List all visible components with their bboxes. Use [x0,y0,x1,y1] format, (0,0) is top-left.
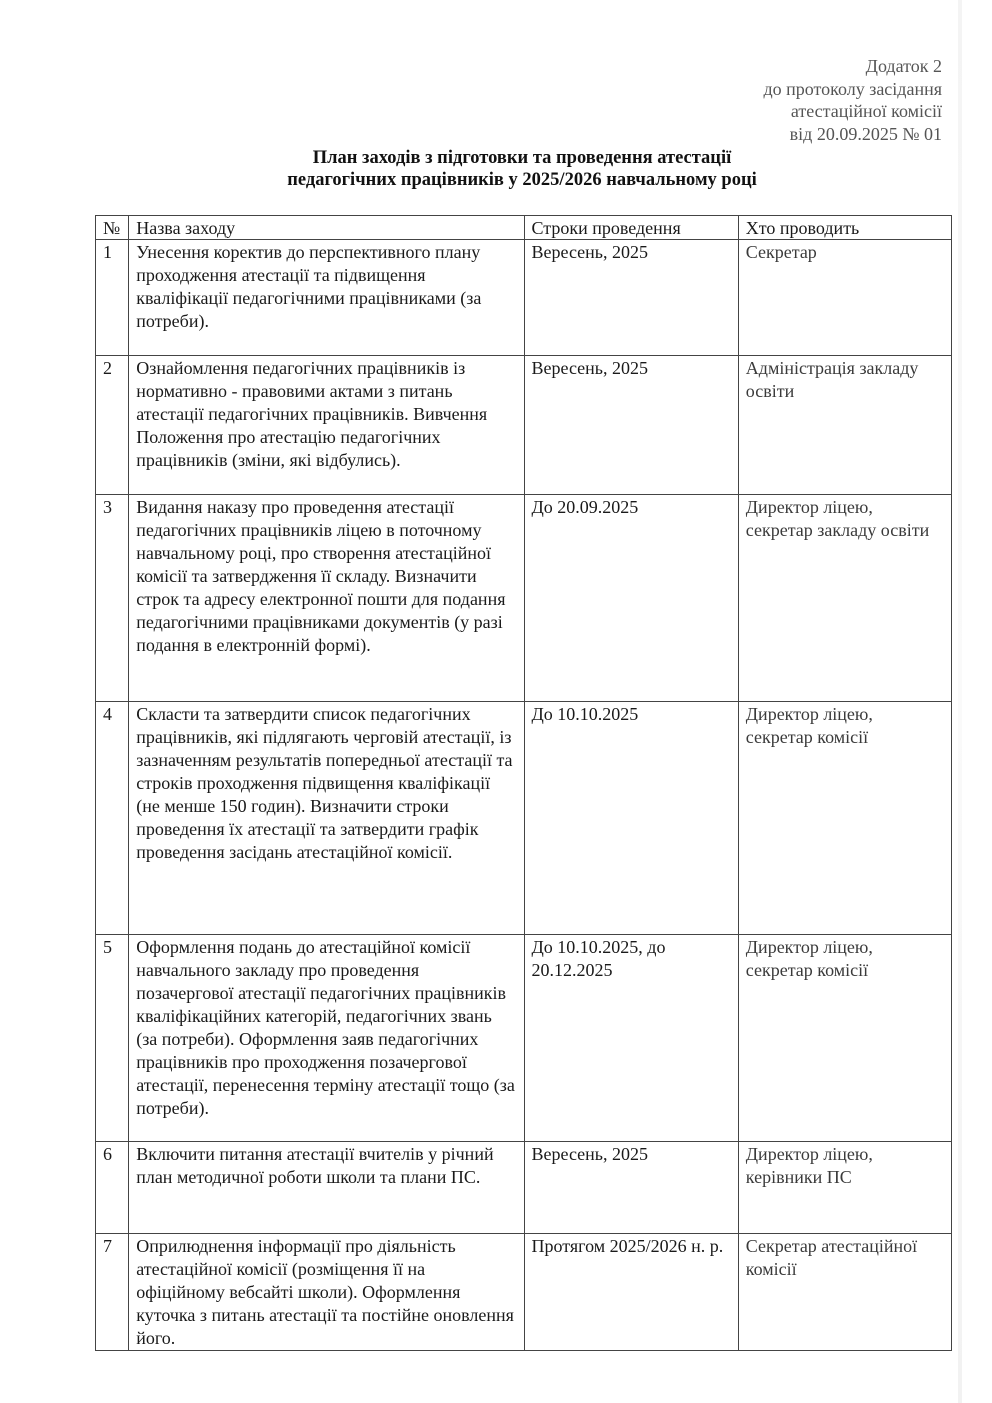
table-row [96,935,952,1142]
row-who: Адміністрація закладу освіти [738,356,951,495]
row-name: Включити питання атестації вчителів у річний план методичної роботи школи та плани ПС. [129,1142,524,1234]
header-name: Назва заходу [129,216,524,240]
row-num: 3 [96,495,129,702]
table-header-row [96,216,952,240]
appendix-note [763,55,942,145]
table-row [96,1142,952,1234]
appendix-line: атестаційної комісії [790,101,942,121]
row-name: Оформлення подань до атестаційної комісії навчального закладу про проведення позачергової атестації педагогічних працівників кваліфікаційних категорій, педагогічних звань (за потреби). Оформлення заяв педагогічних працівників про проходження позачергової атестації, перенесення терміну атестації тощо (за потреби). [129,935,524,1142]
row-name: Унесення коректив до перспективного плану проходження атестації та підвищення кваліфікації педагогічними працівниками (за потреби). [129,240,524,356]
document-title [0,147,992,191]
row-who: Секретар атестаційної комісії [738,1234,951,1351]
header-who: Хто проводить [738,216,951,240]
scan-edge [958,0,962,1403]
row-term: Протягом 2025/2026 н. р. [524,1234,738,1351]
row-who: Директор ліцею, секретар комісії [738,702,951,935]
row-who: Директор ліцею, секретар закладу освіти [738,495,951,702]
row-term: Вересень, 2025 [524,1142,738,1234]
row-num: 7 [96,1234,129,1351]
row-name: Оприлюднення інформації про діяльність атестаційної комісії (розміщення її на офіційному вебсайті школи). Оформлення куточка з питань атестації та постійне оновлення його. [129,1234,524,1351]
row-name: Скласти та затвердити список педагогічних працівників, які підлягають черговій атестації, із зазначенням результатів попередньої атестації та строків проходження підвищення кваліфікації (не менше 150 годин). Визначити строки проведення їх атестації та затвердити графік проведення засідань атестаційної комісії. [129,702,524,935]
row-who: Директор ліцею, секретар комісії [738,935,951,1142]
row-term: До 20.09.2025 [524,495,738,702]
row-num: 4 [96,702,129,935]
table-row [96,356,952,495]
appendix-line: Додаток 2 [865,56,942,76]
row-term: Вересень, 2025 [524,240,738,356]
appendix-line: до протоколу засідання [763,78,942,99]
title-line: педагогічних працівників у 2025/2026 навчальному році [287,170,757,190]
row-num: 1 [96,240,129,356]
header-num: № [96,216,129,240]
header-term: Строки проведення [524,216,738,240]
title-line: План заходів з підготовки та проведення атестації [312,148,732,168]
row-term: До 10.10.2025, до 20.12.2025 [524,935,738,1142]
table-row [96,1234,952,1351]
plan-table [95,215,952,1351]
row-num: 6 [96,1142,129,1234]
row-term: До 10.10.2025 [524,702,738,935]
row-name: Видання наказу про проведення атестації педагогічних працівників ліцею в поточному навчальному році, про створення атестаційної комісії та затвердження її складу. Визначити строк та адресу електронної пошти для подання педагогічними працівниками документів (у разі подання в електронній формі). [129,495,524,702]
row-who: Директор ліцею, керівники ПС [738,1142,951,1234]
row-num: 2 [96,356,129,495]
row-term: Вересень, 2025 [524,356,738,495]
row-name: Ознайомлення педагогічних працівників із нормативно - правовими актами з питань атестації педагогічних працівників. Вивчення Положення про атестацію педагогічних працівників (зміни, які відбулись). [129,356,524,495]
appendix-line: від 20.09.2025 № 01 [789,123,942,144]
table-row [96,240,952,356]
row-num: 5 [96,935,129,1142]
table-row [96,702,952,935]
row-who: Секретар [738,240,951,356]
table-row [96,495,952,702]
